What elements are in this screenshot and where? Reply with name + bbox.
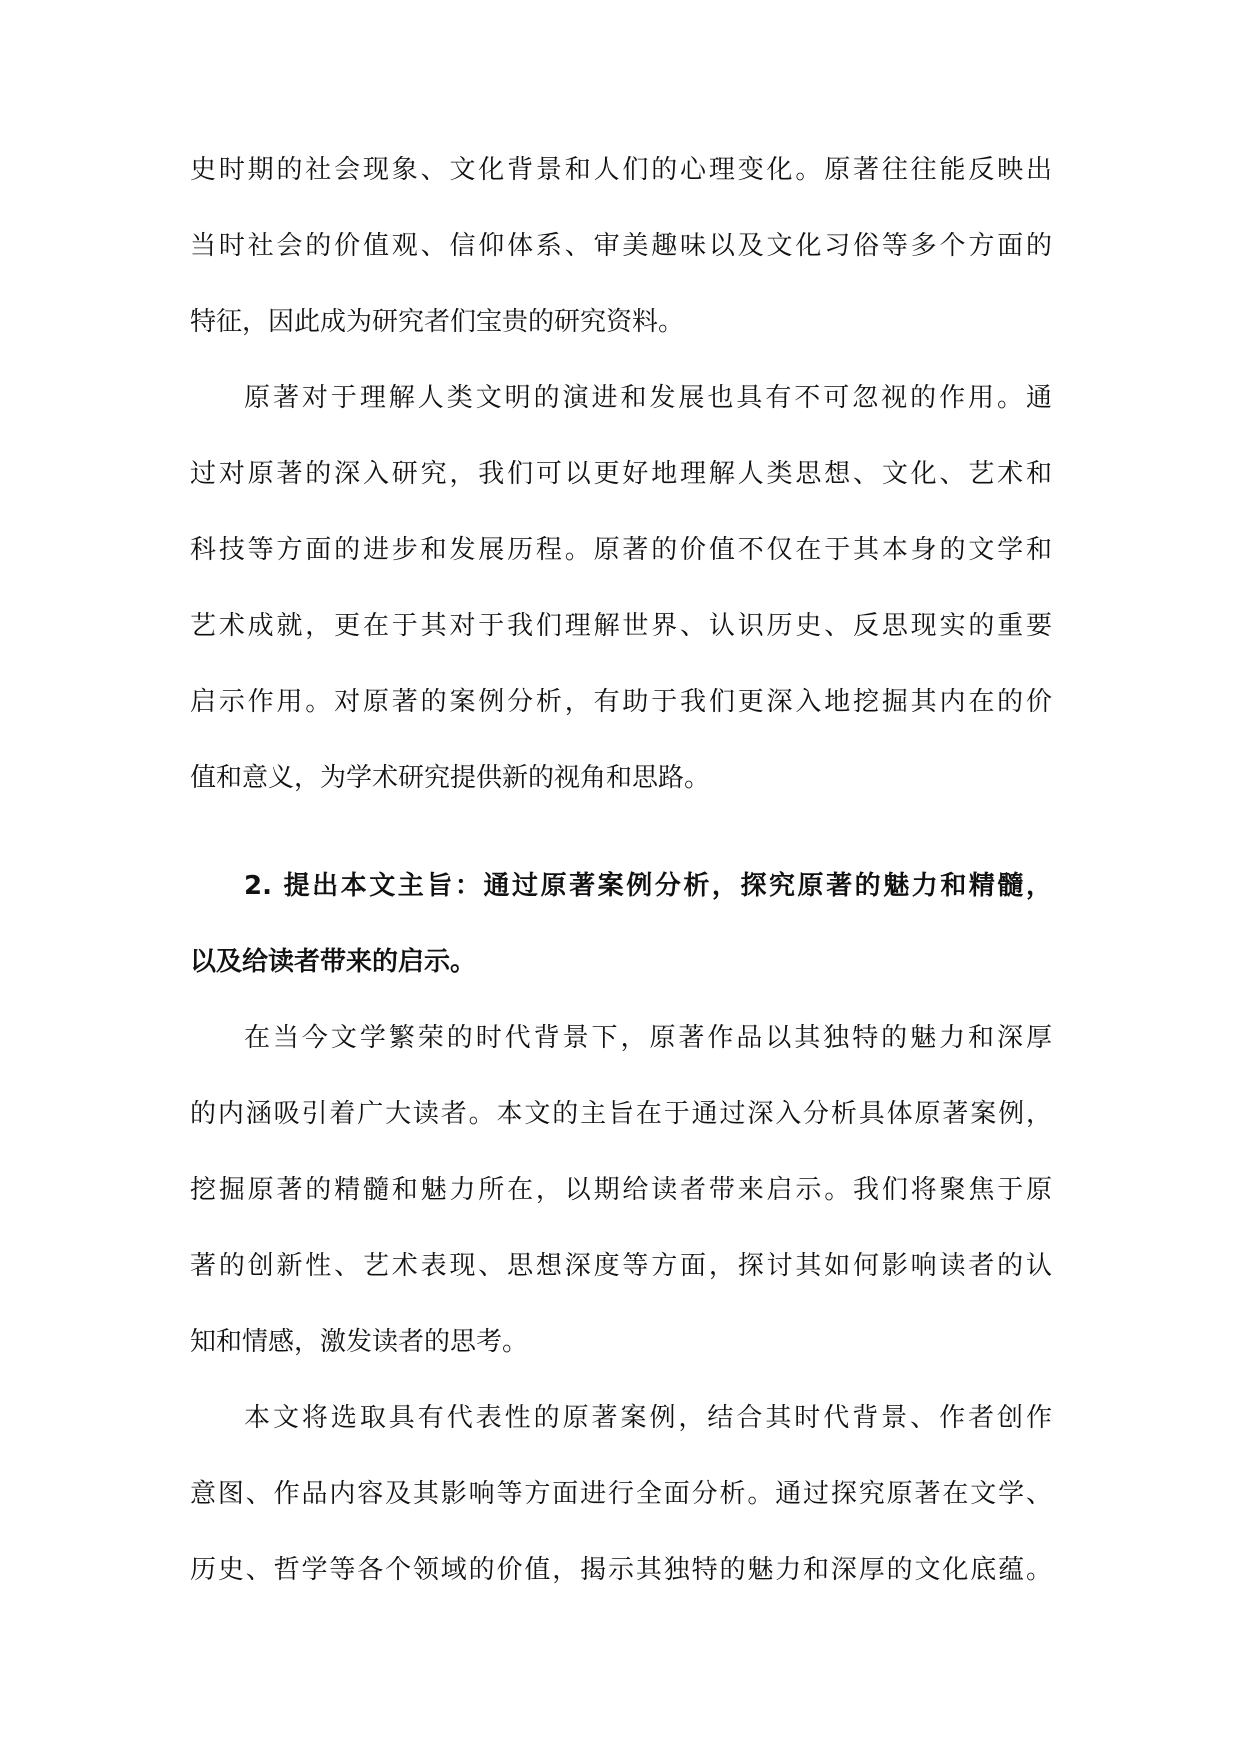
section-heading-line-2: 以及给读者带来的启示。 <box>190 947 477 977</box>
paragraph-3-line-5: 知和情感，激发读者的思考。 <box>190 1327 529 1357</box>
paragraph-4-line-1: 本文将选取具有代表性的原著案例，结合其时代背景、作者创作 <box>244 1403 1052 1433</box>
paragraph-1-line-2: 当时社会的价值观、信仰体系、审美趣味以及文化习俗等多个方面的 <box>190 231 1052 261</box>
paragraph-2-line-1: 原著对于理解人类文明的演进和发展也具有不可忽视的作用。通 <box>244 383 1052 413</box>
section-heading-line-1: 2. 提出本文主旨：通过原著案例分析，探究原著的魅力和精髓， <box>244 871 1052 901</box>
paragraph-2-line-5: 启示作用。对原著的案例分析，有助于我们更深入地挖掘其内在的价 <box>190 687 1052 717</box>
paragraph-2-line-3: 科技等方面的进步和发展历程。原著的价值不仅在于其本身的文学和 <box>190 535 1052 565</box>
paragraph-4-line-2: 意图、作品内容及其影响等方面进行全面分析。通过探究原著在文学、 <box>190 1479 1052 1509</box>
paragraph-1-line-1: 史时期的社会现象、文化背景和人们的心理变化。原著往往能反映出 <box>190 155 1052 185</box>
paragraph-2-line-6: 值和意义，为学术研究提供新的视角和思路。 <box>190 763 711 793</box>
paragraph-3-line-2: 的内涵吸引着广大读者。本文的主旨在于通过深入分析具体原著案例， <box>190 1099 1052 1129</box>
paragraph-2-line-2: 过对原著的深入研究，我们可以更好地理解人类思想、文化、艺术和 <box>190 459 1052 489</box>
paragraph-3-line-1: 在当今文学繁荣的时代背景下，原著作品以其独特的魅力和深厚 <box>244 1023 1052 1053</box>
paragraph-3-line-3: 挖掘原著的精髓和魅力所在，以期给读者带来启示。我们将聚焦于原 <box>190 1175 1052 1205</box>
paragraph-1-line-3: 特征，因此成为研究者们宝贵的研究资料。 <box>190 307 685 337</box>
paragraph-4-line-3: 历史、哲学等各个领域的价值，揭示其独特的魅力和深厚的文化底蕴。 <box>190 1555 1052 1585</box>
paragraph-2-line-4: 艺术成就，更在于其对于我们理解世界、认识历史、反思现实的重要 <box>190 611 1052 641</box>
paragraph-3-line-4: 著的创新性、艺术表现、思想深度等方面，探讨其如何影响读者的认 <box>190 1251 1052 1281</box>
